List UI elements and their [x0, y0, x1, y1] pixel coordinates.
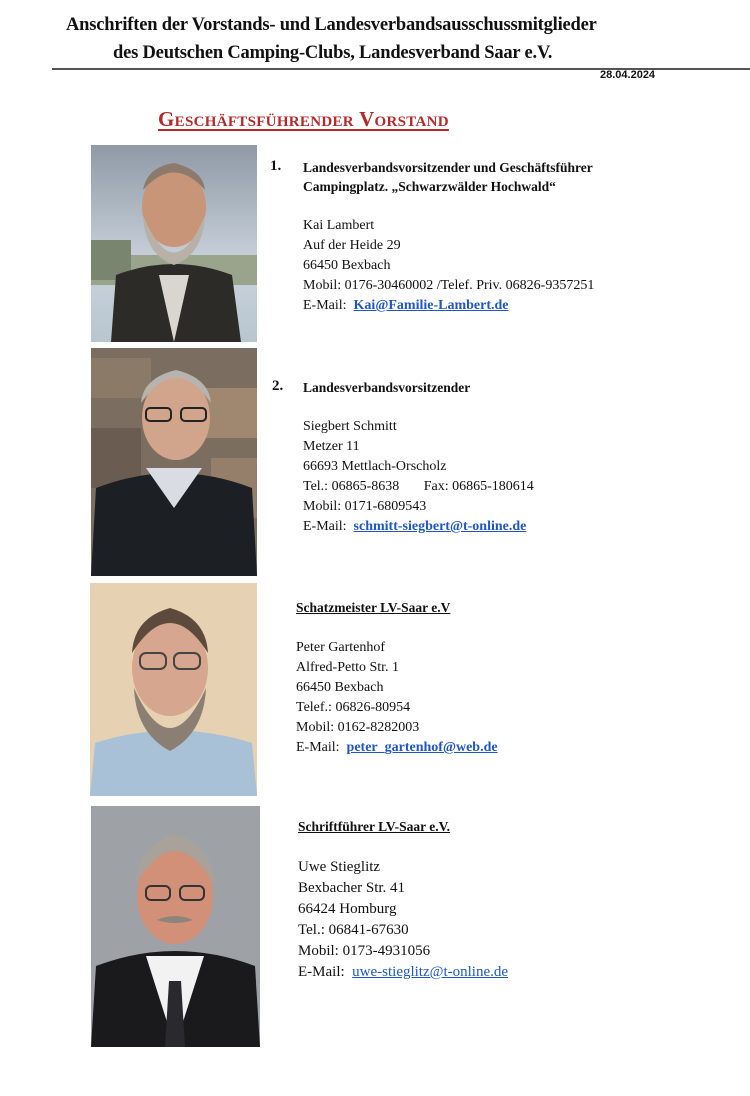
email-label: E-Mail:	[303, 519, 347, 534]
member-city: 66450 Bexbach	[296, 680, 384, 695]
email-link[interactable]: uwe-stieglitz@t-online.de	[352, 964, 509, 980]
member-role: Schatzmeister LV-Saar e.V	[296, 600, 451, 615]
member-role: Landesverbandsvorsitzender und Geschäftsführer	[303, 160, 593, 175]
member-tel-fax-row	[303, 477, 534, 497]
member-street: Bexbacher Str. 41	[298, 880, 406, 896]
email-link[interactable]: Kai@Familie-Lambert.de	[353, 298, 509, 313]
document-date: 28.04.2024	[600, 69, 656, 81]
member-tel: Tel.: 06841-67630	[298, 922, 409, 938]
member-email-row	[298, 962, 508, 983]
member-photo-lambert	[91, 145, 257, 342]
member-number: 1.	[270, 158, 282, 174]
member-mobile: Mobil: 0173-4931056	[298, 943, 431, 959]
portrait-image	[90, 583, 257, 796]
member-city: 66450 Bexbach	[303, 258, 391, 273]
member-street: Alfred-Petto Str. 1	[296, 660, 400, 675]
header-line-2: des Deutschen Camping-Clubs, Landesverband Saar e.V.	[113, 43, 553, 63]
member-name: Kai Lambert	[303, 218, 375, 233]
member-city: 66693 Mettlach-Orscholz	[303, 459, 447, 474]
member-card-stieglitz	[298, 817, 508, 983]
email-label: E-Mail:	[296, 740, 340, 755]
member-card-gartenhof	[296, 598, 498, 758]
member-name: Peter Gartenhof	[296, 640, 386, 655]
section-title: Geschäftsführender Vorstand	[158, 107, 449, 131]
member-name: Siegbert Schmitt	[303, 419, 397, 434]
email-label: E-Mail:	[298, 964, 345, 980]
portrait-image	[91, 145, 257, 342]
portrait-image	[91, 806, 260, 1047]
member-tel: Telef.: 06826-80954	[296, 700, 411, 715]
member-card-lambert	[303, 158, 594, 316]
member-tel: Tel.: 06865-8638	[303, 479, 400, 494]
member-fax: Fax: 06865-180614	[423, 479, 534, 494]
email-link[interactable]: peter_gartenhof@web.de	[346, 740, 498, 755]
member-number: 2.	[272, 378, 284, 394]
member-name: Uwe Stieglitz	[298, 859, 381, 875]
member-street: Auf der Heide 29	[303, 238, 401, 253]
portrait-image	[91, 348, 257, 576]
member-mobile: Mobil: 0171-6809543	[303, 499, 427, 514]
member-photo-gartenhof	[90, 583, 257, 796]
email-label: E-Mail:	[303, 298, 347, 313]
member-mobile: Mobil: 0162-8282003	[296, 720, 420, 735]
member-street: Metzer 11	[303, 439, 360, 454]
member-email-row	[296, 738, 498, 758]
member-role: Schriftführer LV-Saar e.V.	[298, 819, 451, 834]
member-phone: Mobil: 0176-30460002 /Telef. Priv. 06826-9357251	[303, 278, 595, 293]
member-email-row	[303, 296, 594, 316]
email-link[interactable]: schmitt-siegbert@t-online.de	[353, 519, 527, 534]
header-line-1: Anschriften der Vorstands- und Landesverbandsausschussmitglieder	[66, 15, 597, 35]
member-photo-stieglitz	[91, 806, 260, 1047]
member-card-schmitt	[303, 378, 534, 537]
member-city: 66424 Homburg	[298, 901, 397, 917]
member-photo-schmitt	[91, 348, 257, 576]
member-role: Landesverbandsvorsitzender	[303, 380, 471, 395]
member-role-sub: Campingplatz. „Schwarzwälder Hochwald“	[303, 179, 556, 194]
member-email-row	[303, 517, 534, 537]
